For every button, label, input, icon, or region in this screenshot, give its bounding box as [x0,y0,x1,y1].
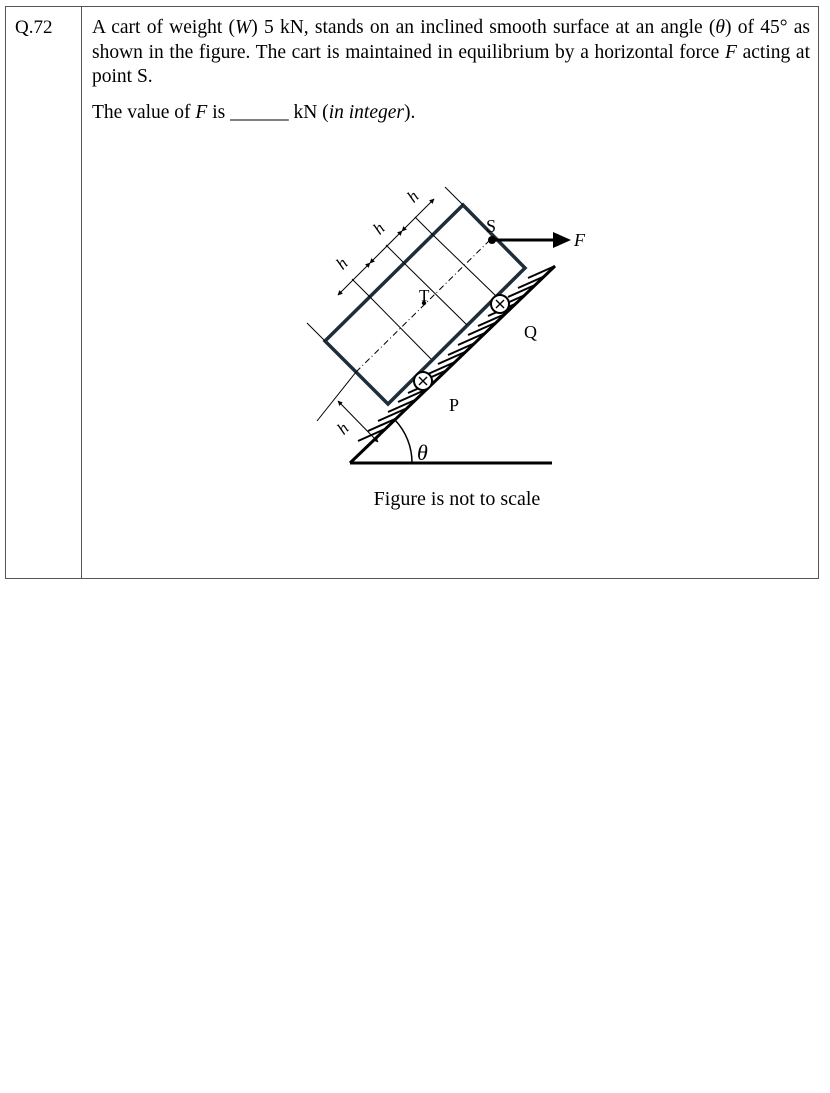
s-label: S [486,216,497,236]
symbol-theta: θ [715,17,725,38]
answer-hint: in integer [328,101,404,123]
h-label: h [403,186,423,207]
answer-prompt [92,101,810,126]
extension-line [445,187,463,205]
text-segment: ). [403,101,416,123]
question-number: Q.72 [6,7,82,578]
q-label: Q [524,322,537,342]
h-label: h [369,218,389,239]
wheel-q [491,295,509,313]
h-label: h [333,418,353,439]
cart-figure [297,172,597,482]
theta-label: θ [417,440,428,465]
extension-line [415,217,433,235]
extension-line [307,323,325,341]
wheel-p [414,372,432,390]
symbol-f: F [725,41,737,63]
text-segment: acting at point S. [92,41,811,87]
extension-line [352,279,370,297]
text-segment: ) of 45° as shown in the figure. The cart is maintained in equilibrium by a horizontal force [92,17,810,63]
angle-arc [395,420,412,463]
extension-line [386,245,404,263]
text-segment: ) 5 kN, stands on an inclined smooth surface at an angle ( [251,17,716,38]
p-label: P [449,395,460,415]
question-text [92,16,810,90]
h-label: h [332,253,352,274]
dimension-arrow-h2 [370,231,402,263]
question-body [92,16,810,125]
symbol-f: F [195,101,208,123]
answer-blank: is ______ kN ( [207,101,329,123]
text-segment: A cart of weight ( [92,17,235,38]
text-segment: The value of [92,101,196,123]
t-label: T [419,286,430,305]
symbol-w: W [234,17,252,38]
question-box [5,6,819,579]
f-label: F [574,230,585,250]
force-arrowhead [553,232,571,248]
figure-caption: Figure is not to scale [373,488,541,510]
